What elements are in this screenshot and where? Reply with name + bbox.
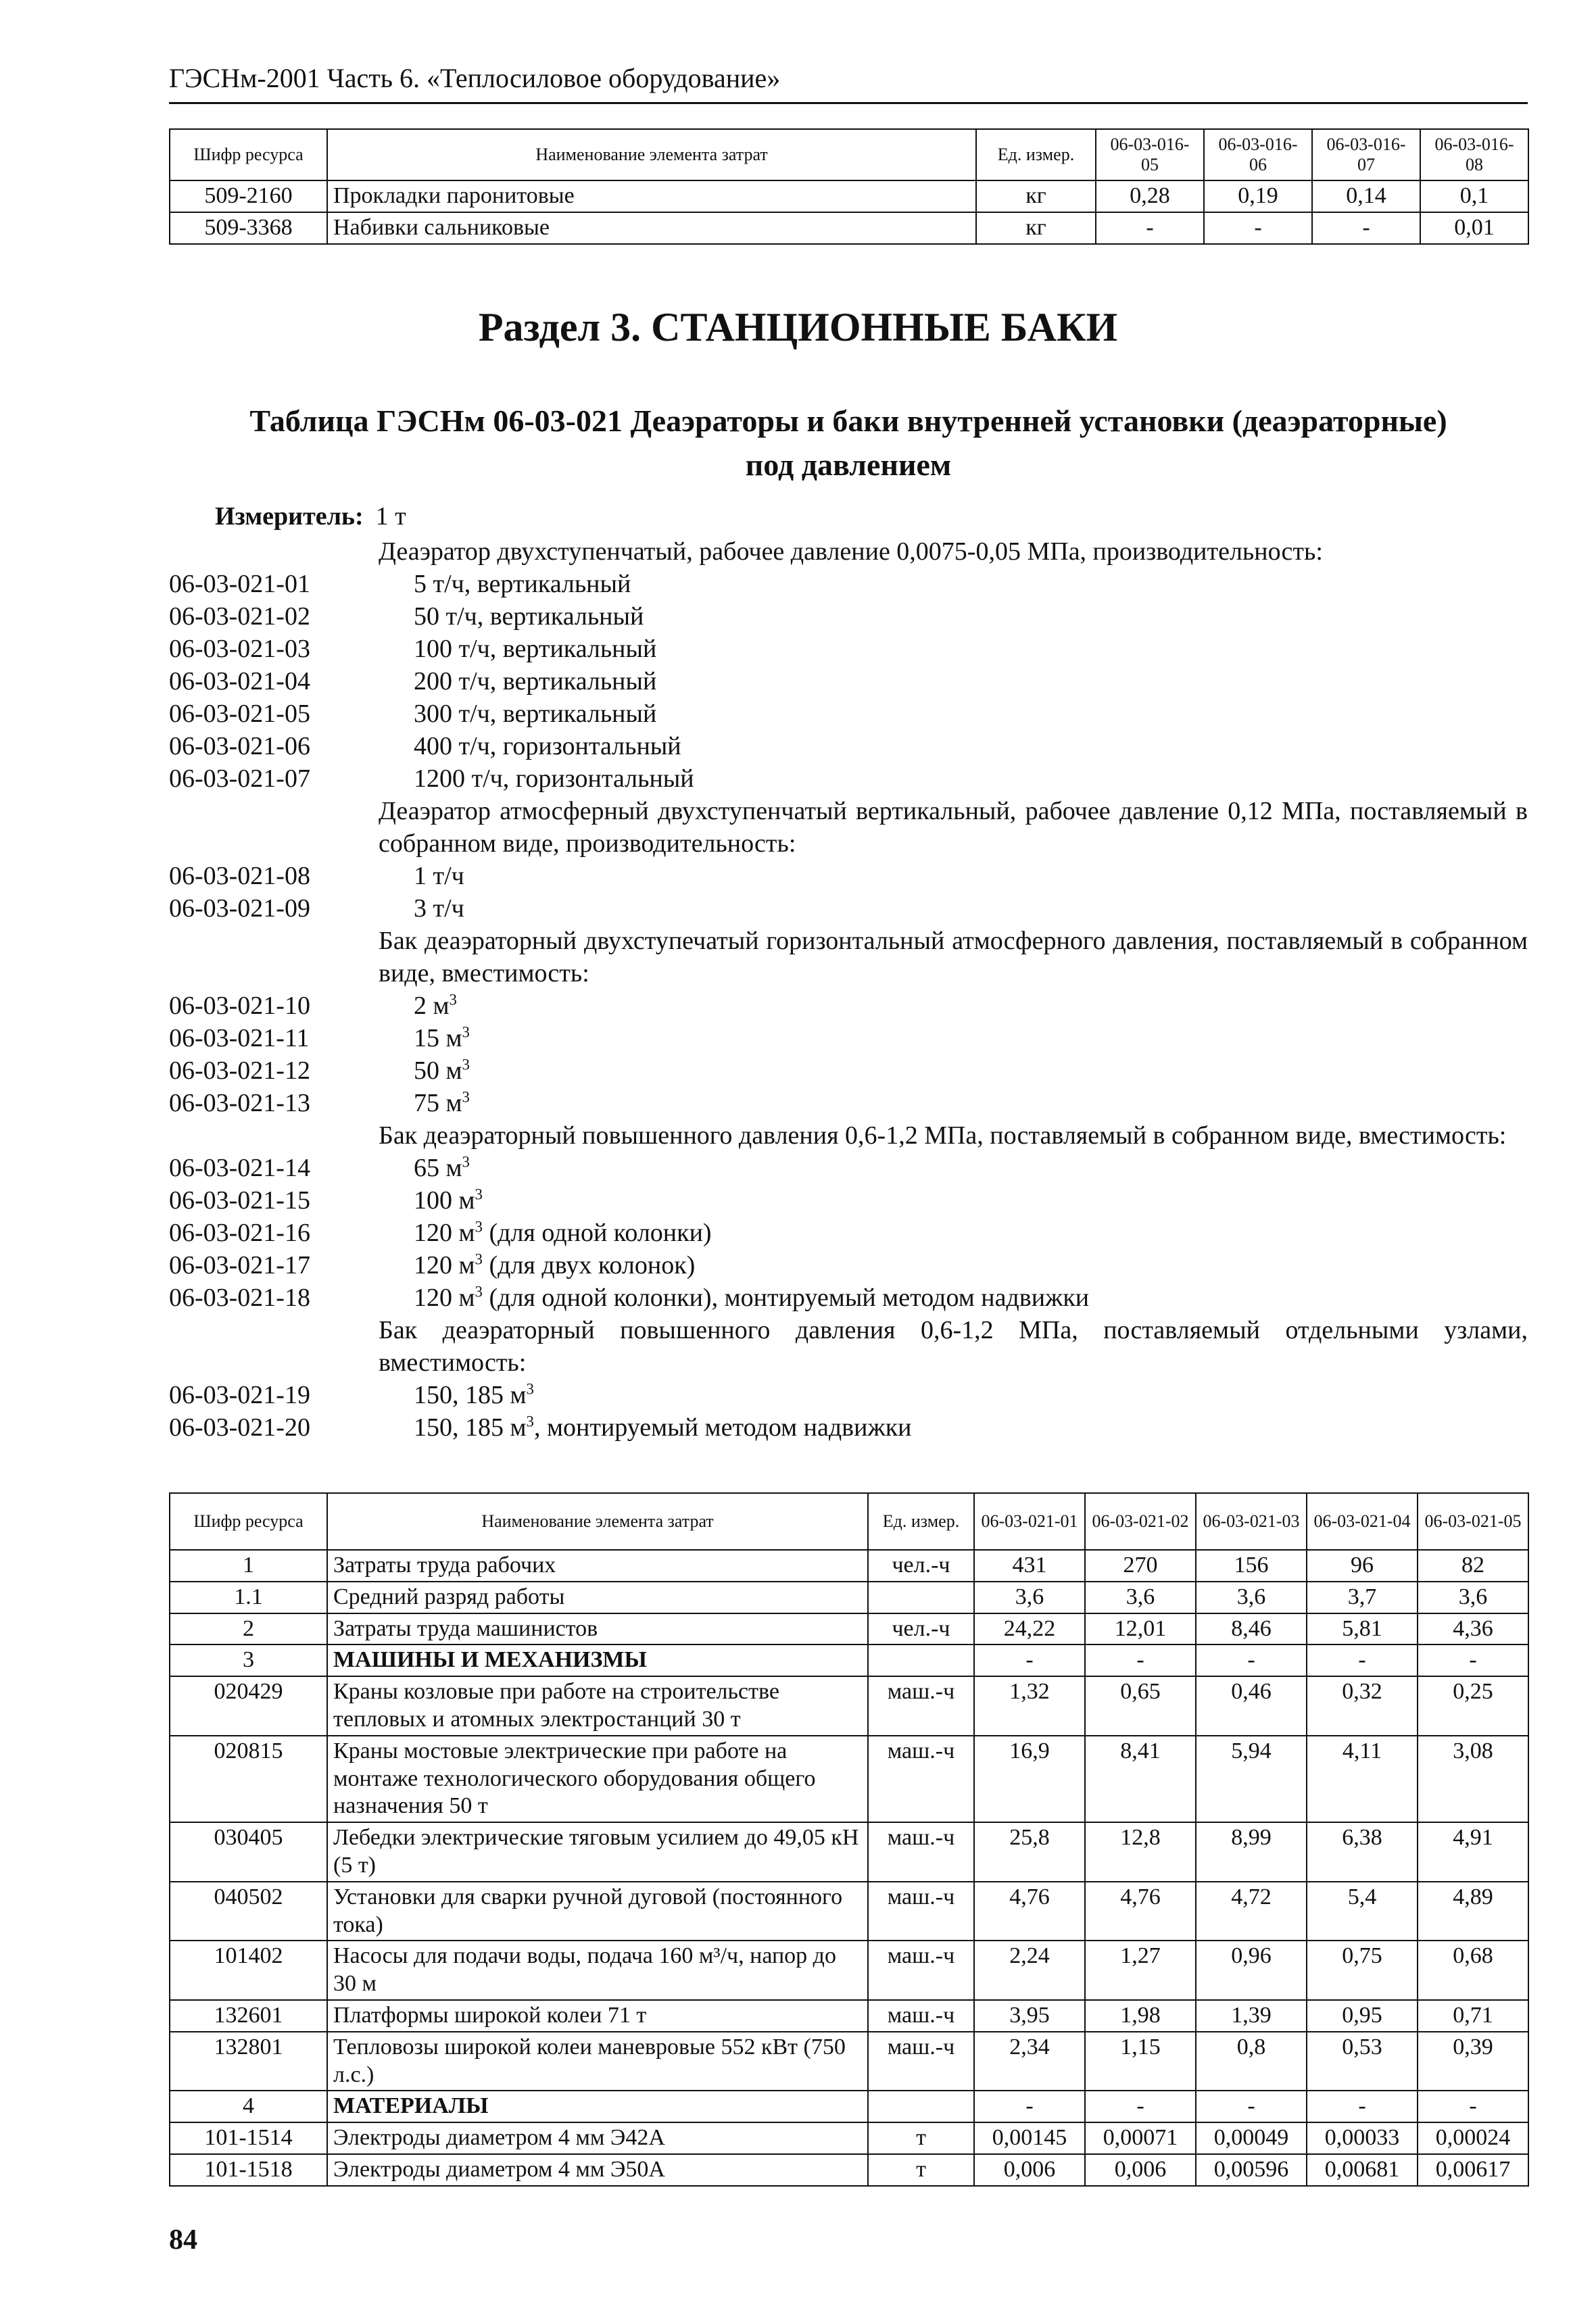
table-row <box>170 1644 1528 1676</box>
header-col: 06-03-021-03 <box>1196 1493 1307 1550</box>
superscript: 3 <box>462 1153 470 1171</box>
table-title-line: Таблица ГЭСНм 06-03-021 Деаэраторы и баки внутренней установки (деаэраторные) <box>249 404 1447 438</box>
resource-code: 101-1518 <box>170 2154 327 2186</box>
resource-value: 0,32 <box>1307 1676 1418 1736</box>
item-description <box>414 1411 912 1444</box>
item-text: 1200 т/ч, горизонтальный <box>414 764 694 793</box>
item-description <box>414 568 631 600</box>
item-text: 200 т/ч, вертикальный <box>414 667 657 696</box>
item-text: 120 м <box>414 1219 475 1247</box>
resource-unit: чел.-ч <box>868 1613 974 1645</box>
resource-value: 0,65 <box>1085 1676 1196 1736</box>
resource-unit <box>868 1582 974 1613</box>
resource-value: 0,00071 <box>1085 2122 1196 2154</box>
table-cell: - <box>1096 212 1204 244</box>
list-item <box>169 1217 1528 1249</box>
header-name: Наименование элемента затрат <box>327 1493 868 1550</box>
resource-value: 270 <box>1085 1550 1196 1582</box>
resource-value: 0,006 <box>1085 2154 1196 2186</box>
resource-value: - <box>1196 2091 1307 2122</box>
header-col: 06-03-021-01 <box>974 1493 1085 1550</box>
resource-value: 1,39 <box>1196 2000 1307 2032</box>
resource-value: 8,46 <box>1196 1613 1307 1645</box>
measure-value: 1 т <box>375 502 406 531</box>
list-item <box>169 762 1528 795</box>
resource-value: 16,9 <box>974 1736 1085 1822</box>
group-description: Бак деаэраторный двухступечатый горизонтальный атмосферного давления, поставляемый в собранном виде, вместимость: <box>379 927 1528 988</box>
table-cell: 509-2160 <box>170 180 327 212</box>
item-description <box>414 990 457 1022</box>
resource-value: 6,38 <box>1307 1822 1418 1882</box>
resource-value: 4,89 <box>1418 1882 1528 1941</box>
superscript: 3 <box>475 1218 483 1236</box>
resource-name: Электроды диаметром 4 мм Э50А <box>327 2154 868 2186</box>
resource-code: 030405 <box>170 1822 327 1882</box>
item-description <box>414 600 644 633</box>
resource-name: Лебедки электрические тяговым усилием до 49,05 кН (5 т) <box>327 1822 868 1882</box>
resource-value: 5,94 <box>1196 1736 1307 1822</box>
resource-value: 5,4 <box>1307 1882 1418 1941</box>
item-text: 75 м <box>414 1089 462 1117</box>
table-header-row <box>170 129 1528 180</box>
item-description <box>414 1087 470 1119</box>
resource-code: 132801 <box>170 2032 327 2091</box>
item-text: 100 м <box>414 1186 475 1215</box>
table-cell: 0,14 <box>1312 180 1420 212</box>
resource-value: - <box>974 1644 1085 1676</box>
item-code: 06-03-021-11 <box>169 1024 310 1052</box>
measure-unit <box>215 502 406 531</box>
superscript: 3 <box>462 1023 470 1041</box>
work-items-list <box>169 535 1528 1444</box>
item-code: 06-03-021-07 <box>169 764 310 793</box>
resource-value: 3,95 <box>974 2000 1085 2032</box>
list-item <box>169 892 1528 925</box>
resource-name: Краны мостовые электрические при работе на монтаже технологического оборудования общего назначения 50 т <box>327 1736 868 1822</box>
resource-name: Насосы для подачи воды, подача 160 м³/ч, напор до 30 м <box>327 1941 868 2000</box>
resource-value: 0,95 <box>1307 2000 1418 2032</box>
table-header-row <box>170 1493 1528 1550</box>
resource-name: Средний разряд работы <box>327 1582 868 1613</box>
list-item <box>169 1184 1528 1217</box>
resource-value: - <box>1307 2091 1418 2122</box>
resource-name: Затраты труда машинистов <box>327 1613 868 1645</box>
item-code: 06-03-021-18 <box>169 1284 310 1312</box>
item-code: 06-03-021-16 <box>169 1219 310 1247</box>
item-code: 06-03-021-19 <box>169 1381 310 1409</box>
item-description <box>414 762 694 795</box>
table-row <box>170 1676 1528 1736</box>
resource-value: 2,34 <box>974 2032 1085 2091</box>
item-description <box>414 1054 470 1087</box>
resource-value: 3,6 <box>1085 1582 1196 1613</box>
item-text: 150, 185 м <box>414 1413 527 1442</box>
list-item <box>169 1087 1528 1119</box>
table-cell: - <box>1312 212 1420 244</box>
item-code: 06-03-021-14 <box>169 1154 310 1182</box>
table-row <box>170 2122 1528 2154</box>
item-code: 06-03-021-08 <box>169 862 310 890</box>
resource-value: 1,15 <box>1085 2032 1196 2091</box>
resource-value: 0,00049 <box>1196 2122 1307 2154</box>
table-cell: 0,28 <box>1096 180 1204 212</box>
resource-value: 0,75 <box>1307 1941 1418 2000</box>
resource-value: 3,6 <box>1196 1582 1307 1613</box>
resource-value: - <box>1085 1644 1196 1676</box>
resource-value: 0,00145 <box>974 2122 1085 2154</box>
item-code: 06-03-021-12 <box>169 1056 310 1085</box>
item-text: 120 м <box>414 1251 475 1280</box>
table-cell: - <box>1204 212 1312 244</box>
resource-unit: чел.-ч <box>868 1550 974 1582</box>
resource-value: - <box>1418 1644 1528 1676</box>
group-description: Деаэратор двухступенчатый, рабочее давление 0,0075-0,05 МПа, производительность: <box>379 537 1323 566</box>
resource-value: 4,76 <box>1085 1882 1196 1941</box>
resource-value: 0,00033 <box>1307 2122 1418 2154</box>
header-unit: Ед. измер. <box>868 1493 974 1550</box>
resource-value: 25,8 <box>974 1822 1085 1882</box>
item-code: 06-03-021-15 <box>169 1186 310 1215</box>
table-row <box>170 1822 1528 1882</box>
item-text: 65 м <box>414 1154 462 1182</box>
table-row <box>170 2154 1528 2186</box>
resource-value: 0,53 <box>1307 2032 1418 2091</box>
resource-code: 4 <box>170 2091 327 2122</box>
list-item <box>169 665 1528 698</box>
header-col: 06-03-021-04 <box>1307 1493 1418 1550</box>
resource-code: 020815 <box>170 1736 327 1822</box>
resource-unit: маш.-ч <box>868 1736 974 1822</box>
header-col: 06-03-016-05 <box>1096 129 1204 180</box>
header-col: 06-03-021-02 <box>1085 1493 1196 1550</box>
section-title: Раздел 3. СТАНЦИОННЫЕ БАКИ <box>478 305 1118 349</box>
item-text: 120 м <box>414 1284 475 1312</box>
item-description <box>414 730 681 762</box>
resource-value: 3,08 <box>1418 1736 1528 1822</box>
superscript: 3 <box>526 1413 534 1430</box>
resource-value: 5,81 <box>1307 1613 1418 1645</box>
resource-value: 8,99 <box>1196 1822 1307 1882</box>
item-text-suffix: (для одной колонки), монтируемый методом надвижки <box>482 1284 1090 1312</box>
item-code: 06-03-021-13 <box>169 1089 310 1117</box>
resource-value: 1,98 <box>1085 2000 1196 2032</box>
list-item <box>169 1054 1528 1087</box>
header-col: 06-03-016-08 <box>1420 129 1528 180</box>
resource-value: 0,46 <box>1196 1676 1307 1736</box>
resource-name: Электроды диаметром 4 мм Э42А <box>327 2122 868 2154</box>
resource-value: 0,00617 <box>1418 2154 1528 2186</box>
resource-value: 0,96 <box>1196 1941 1307 2000</box>
resource-value: 4,76 <box>974 1882 1085 1941</box>
header-code: Шифр ресурса <box>170 1493 327 1550</box>
table-row <box>170 1613 1528 1645</box>
resource-value: 1,32 <box>974 1676 1085 1736</box>
item-description <box>414 698 656 730</box>
item-description <box>414 1022 470 1054</box>
resource-code: 101-1514 <box>170 2122 327 2154</box>
item-code: 06-03-021-10 <box>169 992 310 1020</box>
table-row <box>170 1550 1528 1582</box>
item-text: 3 т/ч <box>414 894 464 923</box>
resource-value: - <box>974 2091 1085 2122</box>
list-item <box>169 1379 1528 1411</box>
item-text: 1 т/ч <box>414 862 464 890</box>
table-row <box>170 2000 1528 2032</box>
group-description: Бак деаэраторный повышенного давления 0,6-1,2 МПа, поставляемый в собранном виде, вместимость: <box>379 1121 1507 1150</box>
resource-value: 4,91 <box>1418 1822 1528 1882</box>
list-item <box>169 1152 1528 1184</box>
item-text-suffix: , монтируемый методом надвижки <box>533 1413 912 1442</box>
resource-value: 4,11 <box>1307 1736 1418 1822</box>
item-text: 50 м <box>414 1056 462 1085</box>
table-cell: 0,1 <box>1420 180 1528 212</box>
resource-code: 1 <box>170 1550 327 1582</box>
item-text: 50 т/ч, вертикальный <box>414 602 644 631</box>
list-item <box>169 1249 1528 1282</box>
resource-value: - <box>1307 1644 1418 1676</box>
item-description <box>414 1282 1089 1314</box>
item-text: 100 т/ч, вертикальный <box>414 635 657 663</box>
item-code: 06-03-021-09 <box>169 894 310 923</box>
resource-value: 4,72 <box>1196 1882 1307 1941</box>
group-description: Бак деаэраторный повышенного давления 0,6-1,2 МПа, поставляемый отдельными узлами, вместимость: <box>379 1316 1528 1377</box>
superscript: 3 <box>462 1088 470 1106</box>
resource-code: 132601 <box>170 2000 327 2032</box>
resource-value: - <box>1085 2091 1196 2122</box>
resource-name: МАТЕРИАЛЫ <box>327 2091 868 2122</box>
resource-unit: т <box>868 2122 974 2154</box>
resource-value: 82 <box>1418 1550 1528 1582</box>
resource-value: 4,36 <box>1418 1613 1528 1645</box>
table-row <box>170 1941 1528 2000</box>
resource-name: Тепловозы широкой колеи маневровые 552 кВт (750 л.с.) <box>327 2032 868 2091</box>
resource-value: 3,7 <box>1307 1582 1418 1613</box>
resource-value: 24,22 <box>974 1613 1085 1645</box>
table-title <box>169 399 1528 487</box>
superscript: 3 <box>475 1250 483 1268</box>
superscript: 3 <box>475 1186 483 1203</box>
list-item <box>169 698 1528 730</box>
item-description <box>414 1152 470 1184</box>
resource-value: - <box>1418 2091 1528 2122</box>
item-code: 06-03-021-02 <box>169 602 310 631</box>
resource-table-021 <box>169 1492 1529 2187</box>
item-text-suffix: (для одной колонки) <box>482 1219 712 1247</box>
resource-value: - <box>1196 1644 1307 1676</box>
resource-table-016 <box>169 128 1529 245</box>
resource-name: Платформы широкой колеи 71 т <box>327 2000 868 2032</box>
resource-code: 1.1 <box>170 1582 327 1613</box>
item-description <box>414 892 464 925</box>
item-description <box>414 1379 534 1411</box>
resource-code: 2 <box>170 1613 327 1645</box>
header-col: 06-03-016-07 <box>1312 129 1420 180</box>
resource-unit: маш.-ч <box>868 1941 974 2000</box>
superscript: 3 <box>449 991 457 1008</box>
table-row <box>170 1882 1528 1941</box>
item-description <box>414 1249 695 1282</box>
superscript: 3 <box>526 1380 534 1398</box>
page-number: 84 <box>169 2224 197 2256</box>
resource-value: 0,8 <box>1196 2032 1307 2091</box>
table-cell: 0,01 <box>1420 212 1528 244</box>
item-text-suffix: (для двух колонок) <box>482 1251 696 1280</box>
item-description <box>414 1217 712 1249</box>
table-title-line: под давлением <box>745 447 952 483</box>
list-item <box>169 633 1528 665</box>
resource-value: 3,6 <box>1418 1582 1528 1613</box>
header-col: 06-03-016-06 <box>1204 129 1312 180</box>
item-description <box>414 633 656 665</box>
resource-unit <box>868 1644 974 1676</box>
item-code: 06-03-021-01 <box>169 570 310 598</box>
list-item <box>169 568 1528 600</box>
table-row <box>170 1736 1528 1822</box>
resource-value: 0,00596 <box>1196 2154 1307 2186</box>
item-code: 06-03-021-04 <box>169 667 310 696</box>
table-cell: Набивки сальниковые <box>327 212 976 244</box>
list-item <box>169 1022 1528 1054</box>
table-cell: 509-3368 <box>170 212 327 244</box>
list-item <box>169 990 1528 1022</box>
resource-value: 1,27 <box>1085 1941 1196 2000</box>
resource-value: 2,24 <box>974 1941 1085 2000</box>
item-code: 06-03-021-20 <box>169 1413 310 1442</box>
item-text: 300 т/ч, вертикальный <box>414 700 657 728</box>
resource-unit: т <box>868 2154 974 2186</box>
item-code: 06-03-021-17 <box>169 1251 310 1280</box>
resource-name: Установки для сварки ручной дуговой (постоянного тока) <box>327 1882 868 1941</box>
resource-unit: маш.-ч <box>868 2032 974 2091</box>
resource-unit: маш.-ч <box>868 1822 974 1882</box>
table-row <box>170 180 1528 212</box>
table-row <box>170 2091 1528 2122</box>
resource-value: 12,01 <box>1085 1613 1196 1645</box>
resource-value: 0,006 <box>974 2154 1085 2186</box>
list-item <box>169 1282 1528 1314</box>
running-header: ГЭСНм-2001 Часть 6. «Теплосиловое оборудование» <box>169 62 1528 104</box>
item-description <box>414 860 464 892</box>
item-text: 2 м <box>414 992 450 1020</box>
resource-value: 0,71 <box>1418 2000 1528 2032</box>
resource-value: 3,6 <box>974 1582 1085 1613</box>
resource-code: 3 <box>170 1644 327 1676</box>
list-item <box>169 730 1528 762</box>
item-code: 06-03-021-05 <box>169 700 310 728</box>
header-unit: Ед. измер. <box>976 129 1096 180</box>
resource-name: Краны козловые при работе на строительстве тепловых и атомных электростанций 30 т <box>327 1676 868 1736</box>
item-text: 5 т/ч, вертикальный <box>414 570 631 598</box>
superscript: 3 <box>462 1056 470 1073</box>
resource-code: 101402 <box>170 1941 327 2000</box>
header-name: Наименование элемента затрат <box>327 129 976 180</box>
resource-code: 020429 <box>170 1676 327 1736</box>
item-text: 400 т/ч, горизонтальный <box>414 732 681 760</box>
superscript: 3 <box>475 1283 483 1300</box>
list-item <box>169 860 1528 892</box>
resource-value: 0,00681 <box>1307 2154 1418 2186</box>
header-code: Шифр ресурса <box>170 129 327 180</box>
table-cell: 0,19 <box>1204 180 1312 212</box>
resource-value: 0,25 <box>1418 1676 1528 1736</box>
resource-value: 0,68 <box>1418 1941 1528 2000</box>
table-cell: кг <box>976 180 1096 212</box>
item-text: 150, 185 м <box>414 1381 527 1409</box>
table-row <box>170 1582 1528 1613</box>
header-col: 06-03-021-05 <box>1418 1493 1528 1550</box>
measure-label: Измеритель: <box>215 502 364 531</box>
table-cell: Прокладки паронитовые <box>327 180 976 212</box>
table-row <box>170 212 1528 244</box>
resource-value: 8,41 <box>1085 1736 1196 1822</box>
resource-code: 040502 <box>170 1882 327 1941</box>
item-code: 06-03-021-03 <box>169 635 310 663</box>
list-item <box>169 600 1528 633</box>
resource-unit <box>868 2091 974 2122</box>
resource-value: 156 <box>1196 1550 1307 1582</box>
resource-name: МАШИНЫ И МЕХАНИЗМЫ <box>327 1644 868 1676</box>
resource-value: 0,39 <box>1418 2032 1528 2091</box>
resource-name: Затраты труда рабочих <box>327 1550 868 1582</box>
item-text: 15 м <box>414 1024 462 1052</box>
table-row <box>170 2032 1528 2091</box>
table-cell: кг <box>976 212 1096 244</box>
resource-value: 96 <box>1307 1550 1418 1582</box>
list-item <box>169 1411 1528 1444</box>
resource-unit: маш.-ч <box>868 1676 974 1736</box>
resource-value: 431 <box>974 1550 1085 1582</box>
group-description: Деаэратор атмосферный двухступенчатый вертикальный, рабочее давление 0,12 МПа, поставляемый в собранном виде, производительность: <box>379 797 1528 858</box>
resource-value: 12,8 <box>1085 1822 1196 1882</box>
item-description <box>414 665 656 698</box>
resource-value: 0,00024 <box>1418 2122 1528 2154</box>
resource-unit: маш.-ч <box>868 2000 974 2032</box>
item-description <box>414 1184 483 1217</box>
resource-unit: маш.-ч <box>868 1882 974 1941</box>
item-code: 06-03-021-06 <box>169 732 310 760</box>
